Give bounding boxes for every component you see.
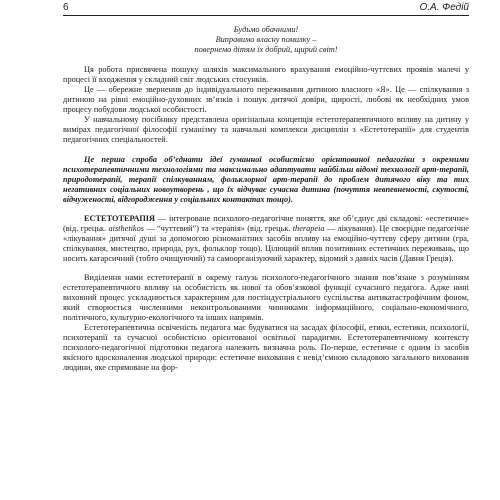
paragraph-intro: Ця робота присвячена пошуку шляхів максимального врахування емоційно-чуттєвих проявів малечі у процесі її входження у складний світ людських стосунків. — [63, 65, 469, 85]
paragraph-textbook: У навчальному посібнику представлена оригінальна концепція естетотерапевтичного впливу на дитину у вимірах педагогічної філософії гуманізму та навчальні комплекси дисциплін з «Естетотерапії» для студентів педагогічних спеціальностей. — [63, 115, 469, 145]
paragraph-competence: Естетотерапевтична освіченість педагога має будуватися на засадах філософії, етики, естетики, психології, психотерапії та сучасної особистісно орієнтованої освітньої парадигми. Естетотерапевтичному контексту психолого-педагогічної підготовки педагога належить визначна роль. По-перше, естетичне є одним із засобів якісного вдосконалення людської природи: естетичне виховання є невід’ємною складовою загального виховання людини, яке спрямоване на фор- — [63, 323, 469, 373]
epigraph-line: Виправимо власну помилку – — [215, 35, 317, 45]
page-number: 6 — [63, 2, 69, 13]
paragraph-context: Виділення нами естетотерапії в окрему галузь психолого-педагогічного знання пов’язане з розумінням естетотерапевтичного впливу на особистість як нової та обов’язкової функції сучасного педагога. Адже нині виховний процес ускладнюється характерним для постіндустріального суспільства антикатастрофічним фоном, який створюється численними неконтрольованими чинниками інформаційного, соціально-економічного, політичного, культурно-екологічного та інших напрямів. — [63, 272, 469, 323]
paragraph-appeal: Це — обережне звернення до індивідуального переживання дитиною власного «Я». Це — спілкування з дитиною на рівні емоційно-духовних зв’язків і пошук дитячої довіри, щирості, любові як необхідних умов процесу побудови людської особистості. — [63, 85, 469, 115]
epigraph-line: повернемо дітям їх добрий, щирий світ! — [194, 45, 338, 55]
header-rule — [63, 15, 469, 16]
term-estetoterapiya: ЕСТЕТОТЕРАПІЯ — [84, 213, 156, 223]
epigraph-line: Будьмо обачними! — [233, 25, 299, 34]
running-header — [63, 2, 469, 16]
paragraph-definition: ЕСТЕТОТЕРАПІЯ — інтегроване психолого-педагогічне поняття, яке об’єднує дві складові: «естетичне» (від. грецьк. aisthetikos — “чуттєвий”) та «терапія» (від. грецьк. therapeia — лікування). Це своєрідне педагогічне «лікування» дитячої душі за допомогою різноманітних засобів впливу на емоційно-чуттєву сферу дитини (гра, спілкування, мистецтво, природа, рух, фольклор тощо). Цілющий вплив позитивних естетичних переживань, що носить катарсичний (тобто очищуючий) та самоорганізуючий характер, відомий з давніх часів (Давня Греція). — [63, 213, 469, 263]
greek-term: aisthetikos — [108, 223, 144, 233]
body-text — [63, 25, 469, 373]
running-author: О.А. Федій — [419, 2, 469, 13]
greek-term: therapeia — [292, 223, 325, 233]
paragraph-highlight: Це перша спроба об’єднати ідеї гуманної особистісно орієнтованої педагогіки з окремими психотерапевтичними технологіями та максимально адаптувати найбільш відомі технології арт-терапії, природотерапії, терапії спілкуванням, фольклорної арт-терапії до проблем дитячого віку та тих негативних соціальних новоутворень , що їх відчуває сучасна дитина (почуття невпевненості, скутості, відчуженості, відгородження у соціальних контактах тощо). — [63, 154, 469, 204]
